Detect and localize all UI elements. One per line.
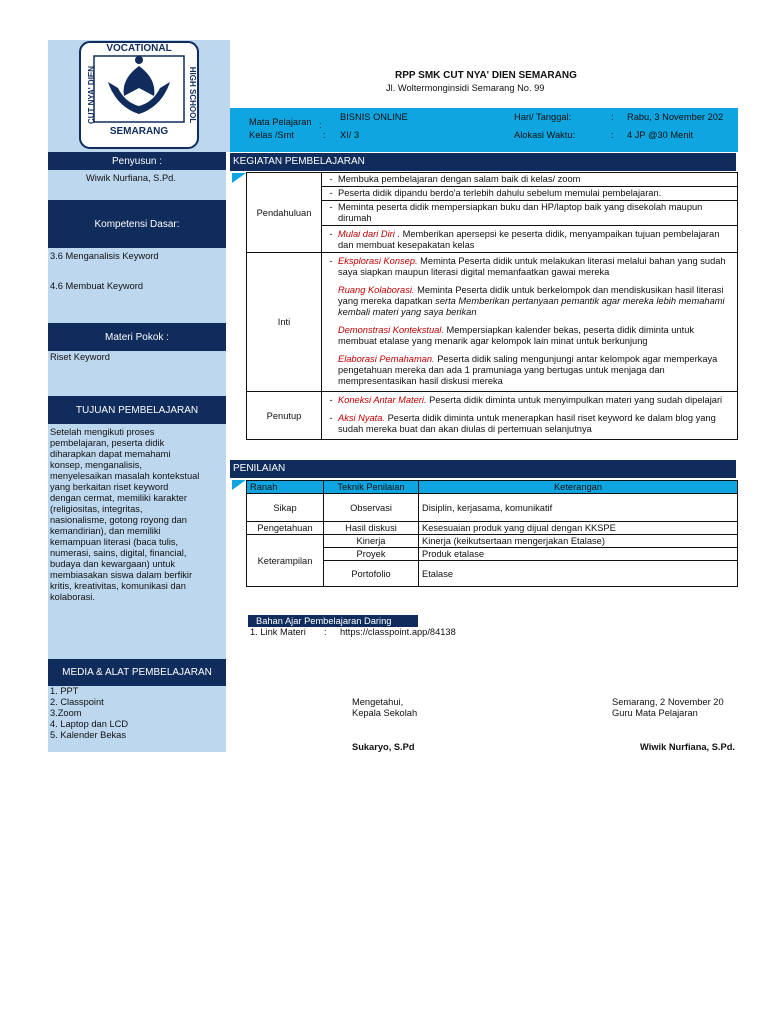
col-teknik: Teknik Penilaian <box>324 481 419 494</box>
guru-name: Wiwik Nurfiana, S.Pd. <box>640 742 735 752</box>
kegiatan-row <box>322 187 738 201</box>
kegiatan-red-title: Demonstrasi Kontekstual. <box>338 325 444 335</box>
kegiatan-text: Meminta Peserta didik untuk berkelompok dan mendiskusikan hasil literasi yang mereka dapatkan <box>338 285 724 306</box>
hari-label: Hari/ Tanggal: <box>514 112 572 122</box>
mengetahui-text: Mengetahui, <box>352 697 404 707</box>
logo-left-text: CUT NYA' DIEN <box>87 65 96 125</box>
ranah-cell: Pengetahuan <box>247 522 324 535</box>
ranah-cell: Keterampilan <box>247 535 324 587</box>
link-label: 1. Link Materi <box>250 627 306 637</box>
keterangan-cell: Produk etalase <box>419 548 738 561</box>
tujuan-line: dengan cermat, memiliki karakter <box>50 493 187 503</box>
media-item: 1. PPT <box>50 686 79 696</box>
tujuan-line: nasionalisme, gotong royong dan <box>50 515 187 525</box>
tujuan-line: yang berkaitan riset keyword <box>50 482 169 492</box>
kegiatan-red-title: Elaborasi Pemahaman. <box>338 354 435 364</box>
dash-marker: - <box>329 229 333 239</box>
kegiatan-text: Memberikan apersepsi ke peserta didik, menyampaikan tujuan pembelajaran dan membuat kesepakatan kelas <box>338 229 720 250</box>
penyusun-heading: Penyusun : <box>48 152 226 170</box>
mapel-label: Mata Pelajaran <box>249 117 312 127</box>
kegiatan-text: Meminta peserta didik mempersiapkan buku dan HP/laptop baik yang disekolah maupun dirumah <box>338 202 703 223</box>
doc-address: Jl. Woltermonginsidi Semarang No. 99 <box>386 83 545 93</box>
tujuan-line: konsep, menganalisis, <box>50 460 142 470</box>
kegiatan-row <box>322 253 738 392</box>
teknik-cell: Kinerja <box>324 535 419 548</box>
kegiatan-row <box>322 201 738 226</box>
kegiatan-row <box>322 392 738 440</box>
kegiatan-text: Meminta Peserta didik untuk melakukan literasi melalui bahan yang sudah saya siapkan maupun literasi digital memanfaatkan gawai mereka <box>338 256 726 277</box>
kelas-label: Kelas /Smt <box>249 130 294 140</box>
kegiatan-text: Peserta didik dipandu berdo'a terlebih dahulu sebelum memulai pembelajaran. <box>338 188 662 198</box>
kelas-value: XI/ 3 <box>340 130 360 140</box>
kegiatan-table <box>246 172 738 440</box>
place-date-text: Semarang, 2 November 20 <box>612 697 724 707</box>
col-keterangan: Keterangan <box>419 481 738 494</box>
doc-title: RPP SMK CUT NYA' DIEN SEMARANG <box>395 70 577 81</box>
keterangan-cell: Etalase <box>419 561 738 587</box>
penyusun-name: Wiwik Nurfiana, S.Pd. <box>86 173 176 183</box>
penilaian-marker <box>232 480 246 490</box>
kegiatan-text: Peserta didik diminta untuk menerapkan hasil riset keyword ke dalam blog yang sudah mereka buat dan akan diulas di pertemuan selanjutnya <box>338 413 716 434</box>
tujuan-line: menyelesaikan masalah kontekstual <box>50 471 200 481</box>
dash-marker: - <box>329 202 333 212</box>
guru-text: Guru Mata Pelajaran <box>612 708 698 718</box>
dash-marker: - <box>329 174 333 184</box>
tujuan-line: membiasakan siswa dalam berfikir <box>50 570 193 580</box>
kelas-colon: : <box>323 130 326 140</box>
teknik-cell: Observasi <box>324 494 419 522</box>
dash-marker: - <box>329 256 333 266</box>
kegiatan-text: Mempersiapkan kalender bekas, peserta didik diminta untuk membuat etalase yang menarik agar kelompok lain minat untuk berkunjung <box>338 325 695 346</box>
hari-value: Rabu, 3 November 202 <box>627 112 724 122</box>
link-colon: : <box>324 627 327 637</box>
pendahuluan-label: Pendahuluan <box>247 173 322 253</box>
media-item: 2. Classpoint <box>50 697 104 707</box>
penilaian-table <box>246 480 738 587</box>
tujuan-line: kemandirian), dan memiliki <box>50 526 161 536</box>
col-ranah: Ranah <box>247 481 324 494</box>
tujuan-line: budaya dan kewargaan) untuk <box>50 559 176 569</box>
tujuan-heading: TUJUAN PEMBELAJARAN <box>48 396 226 424</box>
tujuan-text <box>50 427 226 603</box>
dash-marker: - <box>329 188 333 198</box>
teknik-cell: Proyek <box>324 548 419 561</box>
media-item: 3.Zoom <box>50 708 82 718</box>
kegiatan-red-title: Ruang Kolaborasi. <box>338 285 415 295</box>
inti-label: Inti <box>247 253 322 392</box>
mapel-colon: : <box>319 120 322 130</box>
penilaian-heading: PENILAIAN <box>230 460 736 478</box>
materi-link[interactable]: https://classpoint.app/84138 <box>340 627 456 637</box>
kegiatan-red-title: Eksplorasi Konsep. <box>338 256 418 266</box>
tujuan-line: diharapkan dapat memahami <box>50 449 171 459</box>
logo-right-text: HIGH SCHOOL <box>188 66 197 124</box>
media-item: 5. Kalender Bekas <box>50 730 126 740</box>
alokasi-value: 4 JP @30 Menit <box>627 130 694 140</box>
kd-heading: Kompetensi Dasar: <box>48 200 226 248</box>
kegiatan-italic-text: serta Memberikan pertanyaan pemantik agar mereka lebih memahami kembali materi yang saya berikan <box>338 296 725 317</box>
school-logo-box <box>48 40 230 152</box>
kepala-sekolah-name: Sukaryo, S.Pd <box>352 742 415 752</box>
keterangan-cell: Disiplin, kerjasama, komunikatif <box>419 494 738 522</box>
mapel-value: BISNIS ONLINE <box>340 112 408 122</box>
media-list <box>50 686 128 741</box>
kegiatan-text: Peserta didik saling mengunjungi antar kelompok agar memperkaya pengetahuan mereka dan ada 1 pramuniaga yang bertugas untuk menjaga dan mempresentasikan hasil diskusi mereka <box>338 354 718 386</box>
media-item: 4. Laptop dan LCD <box>50 719 129 729</box>
kegiatan-marker <box>232 173 246 183</box>
kegiatan-row <box>322 173 738 187</box>
tujuan-line: kritis, kreativitas, komunikasi dan <box>50 581 186 591</box>
logo-bottom-text: SEMARANG <box>109 126 169 137</box>
kegiatan-heading: KEGIATAN PEMBELAJARAN <box>230 153 736 171</box>
kd-item-2: 4.6 Membuat Keyword <box>50 281 144 291</box>
tujuan-line: pembelajaran, peserta didik <box>50 438 165 448</box>
media-heading: MEDIA & ALAT PEMBELAJARAN <box>48 659 226 686</box>
ranah-cell: Sikap <box>247 494 324 522</box>
materi-heading: Materi Pokok : <box>48 323 226 351</box>
tujuan-line: numerasi, sains, digital, financial, <box>50 548 187 558</box>
dash-marker: - <box>329 413 333 423</box>
bahan-ajar-heading: Bahan Ajar Pembelajaran Daring <box>248 615 418 627</box>
logo-top-text: VOCATIONAL <box>106 43 172 54</box>
kegiatan-red-title: Koneksi Antar Materi. <box>338 395 427 405</box>
kepala-sekolah-text: Kepala Sekolah <box>352 708 418 718</box>
dash-marker: - <box>329 395 333 405</box>
kegiatan-text: Membuka pembelajaran dengan salam baik di kelas/ zoom <box>338 174 581 184</box>
penutup-label: Penutup <box>247 392 322 440</box>
tujuan-line: Setelah mengikuti proses <box>50 427 155 437</box>
teknik-cell: Portofolio <box>324 561 419 587</box>
hari-colon: : <box>611 112 614 122</box>
tujuan-line: kemampuan literasi (baca tulis, <box>50 537 179 547</box>
kd-item-1: 3.6 Menganalisis Keyword <box>50 251 159 261</box>
tujuan-line: (religiositas, integritas, <box>50 504 143 514</box>
kegiatan-red-title: Mulai dari Diri . <box>338 229 400 239</box>
materi-value: Riset Keyword <box>50 352 110 362</box>
alokasi-label: Alokasi Waktu: <box>514 130 576 140</box>
alokasi-colon: : <box>611 130 614 140</box>
kegiatan-row <box>322 226 738 253</box>
keterangan-cell: Kinerja (keikutsertaan mengerjakan Etalase) <box>419 535 738 548</box>
teknik-cell: Hasil diskusi <box>324 522 419 535</box>
tujuan-line: kolaborasi. <box>50 592 95 602</box>
kegiatan-red-title: Aksi Nyata. <box>338 413 386 423</box>
kegiatan-text: Peserta didik diminta untuk menyimpulkan materi yang sudah dipelajari <box>426 395 723 405</box>
keterangan-cell: Kesesuaian produk yang dijual dengan KKSPE <box>419 522 738 535</box>
